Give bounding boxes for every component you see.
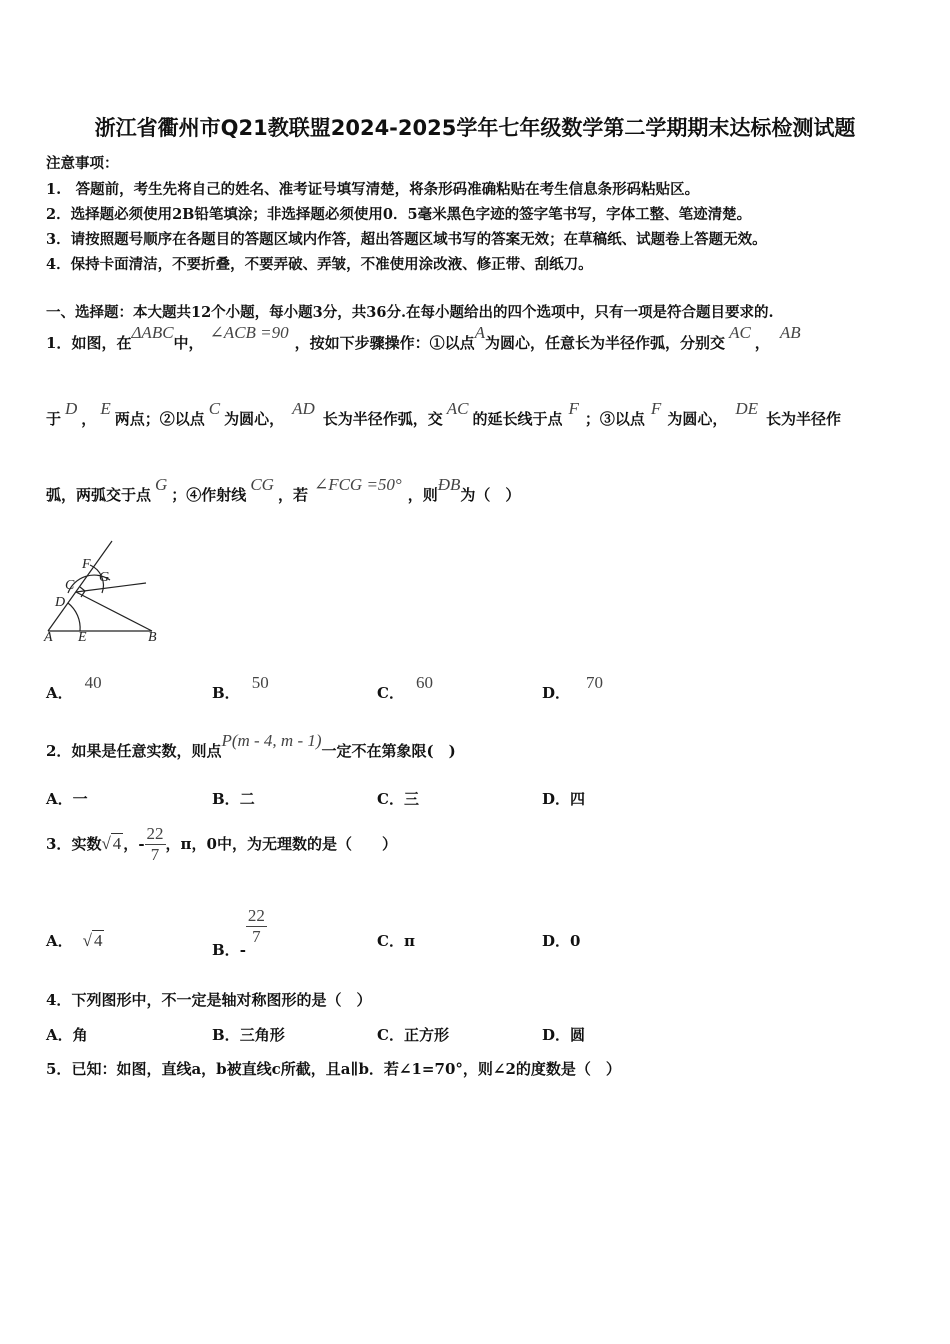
math-segment-ab: AB (779, 323, 801, 342)
q1-text: ，若 (277, 486, 308, 504)
option-label: B． (212, 1026, 240, 1044)
math-segment-de: DE (735, 399, 758, 418)
question-3 (46, 824, 397, 865)
q1-text: ；③以点 (584, 410, 645, 428)
fraction-denominator: 7 (150, 845, 160, 864)
option-value: 一 (72, 790, 88, 808)
ray-cg (76, 583, 146, 592)
fraction-numerator: 22 (146, 824, 164, 843)
math-point-f: F (650, 399, 662, 418)
notice-item-4: 4．保持卡面清洁，不要折叠，不要弄破、弄皱，不准使用涂改液、修正带、刮纸刀。 (46, 256, 593, 273)
option-value: 40 (84, 673, 102, 692)
q2-option-c[interactable] (377, 788, 419, 809)
math-segment-ad: AD (292, 399, 315, 418)
q1-option-a[interactable] (46, 673, 102, 703)
q1-text: 于 (46, 410, 62, 428)
option-value: 三 (403, 790, 419, 808)
q3-option-b[interactable] (212, 906, 267, 959)
option-label: B． (212, 790, 240, 808)
math-point-f: F (568, 399, 579, 418)
math-triangle-abc: ΔABC (131, 323, 174, 342)
q1-text: 长为半径作弧，交 (322, 410, 443, 428)
segment-bc (76, 592, 152, 631)
option-value: 圆 (570, 1026, 586, 1044)
q1-text: 为圆心， (224, 410, 285, 428)
q1-text: ；④作射线 (171, 486, 247, 504)
label-b: B (148, 630, 157, 645)
q1-text: 的延长线于点 (472, 410, 563, 428)
question-1-line-2 (46, 399, 842, 429)
q1-text: 为圆心，任意长为半径作弧，分别交 (485, 334, 726, 352)
q4-option-b[interactable] (212, 1024, 285, 1045)
question-4 (46, 989, 371, 1010)
option-value: 60 (415, 673, 433, 692)
label-f: F (82, 557, 91, 572)
q1-option-c[interactable] (377, 673, 433, 703)
right-angle-mark (80, 587, 85, 597)
option-value: 4 (93, 931, 103, 950)
q2-text: 如果是任意实数，则点 (71, 742, 222, 760)
q1-text: ，则 (407, 486, 438, 504)
q1-text: ，按如下步骤操作：①以点 (294, 334, 475, 352)
question-number: 4． (46, 991, 72, 1009)
fraction-22-7 (246, 906, 267, 947)
q1-text: ， (754, 334, 770, 352)
option-label: C． (377, 1026, 404, 1044)
option-label: B． (212, 940, 240, 959)
arc-de (68, 603, 80, 631)
option-value: 二 (239, 790, 255, 808)
label-e: E (78, 630, 87, 645)
math-segment-ac: AC (729, 323, 751, 342)
option-label: B． (212, 684, 240, 702)
sqrt-4: √ 4 (101, 834, 122, 853)
notice-heading: 注意事项： (46, 155, 119, 172)
page-title: 浙江省衢州市Q21教联盟2024-2025学年七年级数学第二学期期末达标检测试题 (94, 116, 856, 140)
option-label: D． (542, 790, 571, 808)
q4-option-a[interactable] (46, 1024, 88, 1045)
math-point-d: D (65, 399, 78, 418)
option-label: A． (46, 790, 73, 808)
math-angle-b: ÐB (437, 475, 461, 494)
q3-text: 实数 (71, 835, 102, 853)
q4-option-c[interactable] (377, 1024, 449, 1045)
label-a: A (44, 630, 53, 645)
option-label: C． (377, 684, 404, 702)
notice-item-2: 2．选择题必须使用2B铅笔填涂；非选择题必须使用0．5毫米黑色字迹的签字笔书写，字体工整、笔迹清楚。 (46, 206, 752, 223)
q1-option-d[interactable] (542, 673, 604, 703)
math-angle-acb: ∠ACB =90 (209, 323, 289, 342)
q1-text: 如图，在 (71, 334, 132, 352)
q4-option-d[interactable] (542, 1024, 585, 1045)
option-value: 70 (586, 673, 604, 692)
option-label: A． (46, 1026, 73, 1044)
question-number: 2． (46, 742, 72, 760)
math-point-e: E (100, 399, 111, 418)
option-label: A． (46, 684, 73, 702)
q5-text: 已知：如图，直线a，b被直线c所截，且a∥b．若∠1=70°，则∠2的度数是（ ） (71, 1060, 621, 1078)
question-number: 1． (46, 334, 72, 352)
label-c: C (65, 578, 75, 593)
math-point-c: C (208, 399, 221, 418)
math-angle-fcg: ∠FCG =50° (313, 475, 402, 494)
option-label: D． (542, 932, 571, 950)
q4-text: 下列图形中，不一定是轴对称图形的是（ ） (71, 991, 372, 1009)
q1-text: 弧，两弧交于点 (46, 486, 152, 504)
q2-option-b[interactable] (212, 788, 255, 809)
section-heading: 一、选择题：本大题共12个小题，每小题3分，共36分.在每小题给出的四个选项中，只有一项是符合题目要求的. (46, 304, 774, 321)
q3-text: ， (123, 835, 139, 853)
q3-option-c[interactable] (377, 930, 415, 951)
sqrt-4: √ 4 (82, 931, 103, 950)
option-label: D． (542, 1026, 571, 1044)
q1-text: 为（ ） (460, 486, 521, 504)
label-d: D (55, 595, 66, 610)
q3-option-d[interactable] (542, 930, 580, 951)
option-value: 正方形 (403, 1026, 449, 1044)
q1-text: ， (81, 410, 97, 428)
math-segment-ac: AC (446, 399, 469, 418)
notice-item-3: 3．请按照题号顺序在各题目的答题区域内作答，超出答题区域书写的答案无效；在草稿纸、试题卷上答题无效。 (46, 231, 767, 248)
minus-sign: - (138, 835, 145, 853)
q1-text: 为圆心， (667, 410, 728, 428)
option-label: C． (377, 790, 404, 808)
line-af (48, 541, 112, 631)
label-g: G (99, 570, 110, 585)
q3-option-a[interactable] (46, 930, 104, 951)
notice-item-1: 1. 答题前，考生先将自己的姓名、准考证号填写清楚，将条形码准确粘贴在考生信息条形码粘贴区。 (46, 181, 700, 198)
question-2 (46, 731, 456, 761)
question-5 (46, 1058, 621, 1079)
question-1-line-1 (46, 323, 801, 353)
option-value: 角 (72, 1026, 88, 1044)
q3-text: ，π，0中，为无理数的是（ ） (165, 835, 397, 853)
q1-text: 两点；②以点 (114, 410, 205, 428)
option-value: 50 (251, 673, 269, 692)
math-point-g: G (155, 475, 168, 494)
question-1-figure (40, 535, 180, 650)
q1-text: 长为半径作 (766, 410, 842, 428)
math-point-a: A (474, 323, 486, 342)
q2-option-a[interactable] (46, 788, 88, 809)
q1-option-b[interactable] (212, 673, 269, 703)
question-number: 5． (46, 1060, 72, 1078)
option-value: 三角形 (239, 1026, 285, 1044)
option-label: D． (542, 684, 571, 702)
option-label: C． (377, 932, 404, 950)
fraction-22-7 (145, 824, 166, 865)
math-point-p: P(m - 4, m - 1) (221, 731, 322, 750)
sqrt-radicand: 4 (112, 834, 122, 853)
q2-option-d[interactable] (542, 788, 585, 809)
option-label: A． (46, 932, 73, 950)
q1-text: 中， (173, 334, 204, 352)
question-number: 3． (46, 835, 72, 853)
option-value: π (403, 932, 415, 950)
fraction-numerator: 22 (247, 906, 265, 925)
math-ray-cg: CG (250, 475, 274, 494)
question-1-line-3 (46, 475, 521, 505)
q2-text: 一定不在第象限( ) (321, 742, 456, 760)
option-value: 四 (570, 790, 586, 808)
minus-sign: - (239, 940, 246, 959)
fraction-denominator: 7 (252, 927, 261, 946)
option-value: 0 (570, 932, 581, 950)
